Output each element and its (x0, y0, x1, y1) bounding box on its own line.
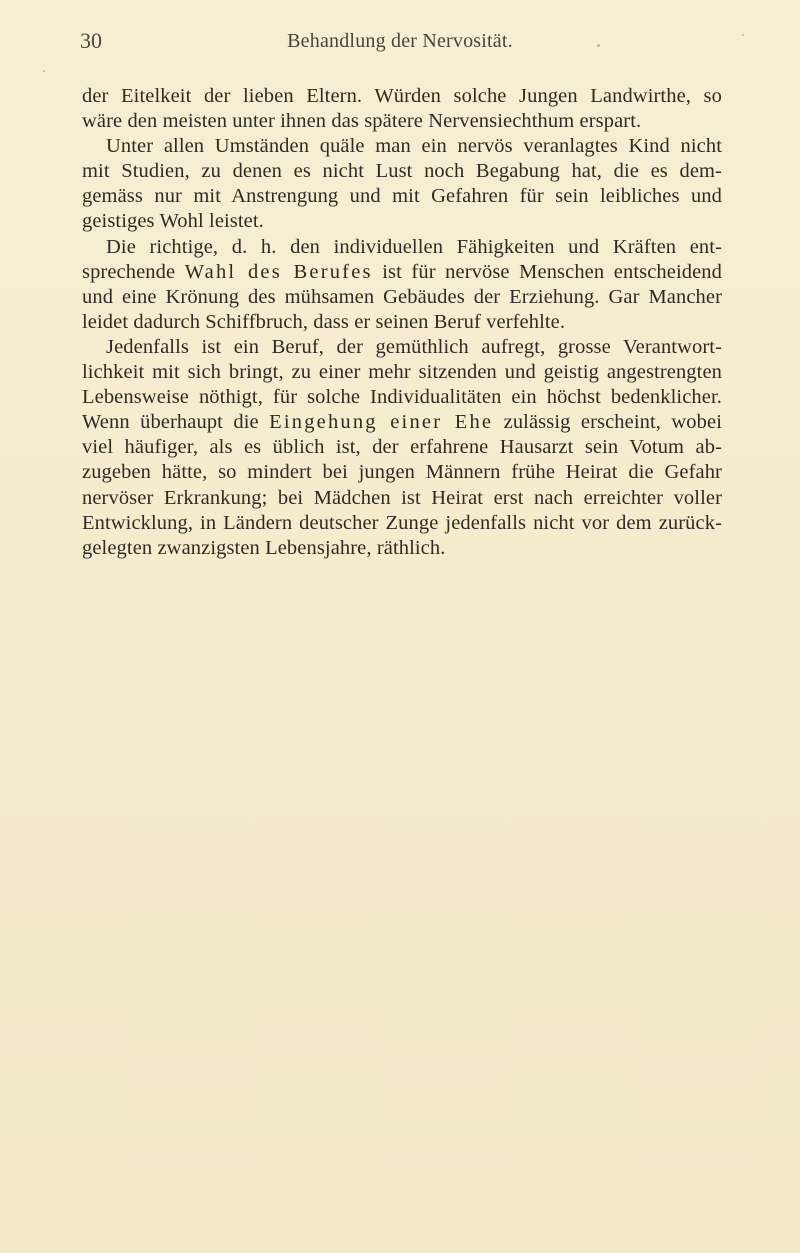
text-line-8-post: ist für nervöse Menschen entscheidend (372, 260, 722, 283)
text-line-12: lichkeit mit sich bringt, zu einer mehr sitzenden und geistig angestrengten (82, 361, 722, 384)
text-line-14 (82, 410, 722, 435)
text-line-8 (82, 260, 722, 285)
paper-speck (742, 34, 744, 36)
text-line-2: wäre den meisten unter ihnen das spätere Nervensiechthum erspart. (82, 110, 642, 133)
text-line-4: mit Studien, zu denen es nicht Lust noch Begabung hat, die es dem- (82, 160, 722, 183)
text-line-3: Unter allen Umständen quäle man ein nervös veranlagtes Kind nicht (106, 135, 722, 158)
text-line-13: Lebensweise nöthigt, für solche Individualitäten ein höchst bedenklicher. (82, 386, 722, 409)
text-line-14-post: zulässig erscheint, wobei (493, 411, 722, 434)
text-line-5: gemäss nur mit Anstrengung und mit Gefahren für sein leibliches und (82, 185, 722, 208)
text-line-15: viel häufiger, als es üblich ist, der erfahrene Hausarzt sein Votum ab- (82, 436, 722, 459)
body-text (82, 84, 722, 561)
running-head (80, 28, 720, 58)
text-line-1: der Eitelkeit der lieben Eltern. Würden solche Jungen Landwirthe, so (82, 85, 722, 107)
text-line-18: Entwicklung, in Ländern deutscher Zunge jedenfalls nicht vor dem zurück- (82, 511, 722, 534)
header-title: Behandlung der Nervosität. (287, 30, 513, 52)
emphasis-eingehung-einer-ehe: Eingehung einer Ehe (269, 411, 494, 434)
emphasis-wahl-des-berufes: Wahl des Berufes (184, 260, 373, 283)
text-line-19: gelegten zwanzigsten Lebensjahre, räthlich. (82, 536, 446, 559)
text-line-10: leidet dadurch Schiffbruch, dass er seinen Beruf verfehlte. (82, 310, 566, 333)
paper-speck (43, 70, 45, 72)
text-line-11: Jedenfalls ist ein Beruf, der gemüthlich aufregt, grosse Verantwort- (106, 335, 722, 358)
page-number: 30 (80, 28, 102, 53)
paper-speck (597, 44, 600, 47)
text-line-8-pre: sprechende (82, 260, 185, 283)
text-line-17: nervöser Erkrankung; bei Mädchen ist Heirat erst nach erreichter voller (82, 486, 722, 509)
text-line-6: geistiges Wohl leistet. (82, 210, 264, 233)
text-line-7: Die richtige, d. h. den individuellen Fähigkeiten und Kräften ent- (106, 235, 722, 258)
text-line-14-pre: Wenn überhaupt die (82, 411, 270, 434)
text-line-9: und eine Krönung des mühsamen Gebäudes der Erziehung. Gar Mancher (82, 285, 722, 308)
text-line-16: zugeben hätte, so mindert bei jungen Männern frühe Heirat die Gefahr (82, 461, 722, 484)
